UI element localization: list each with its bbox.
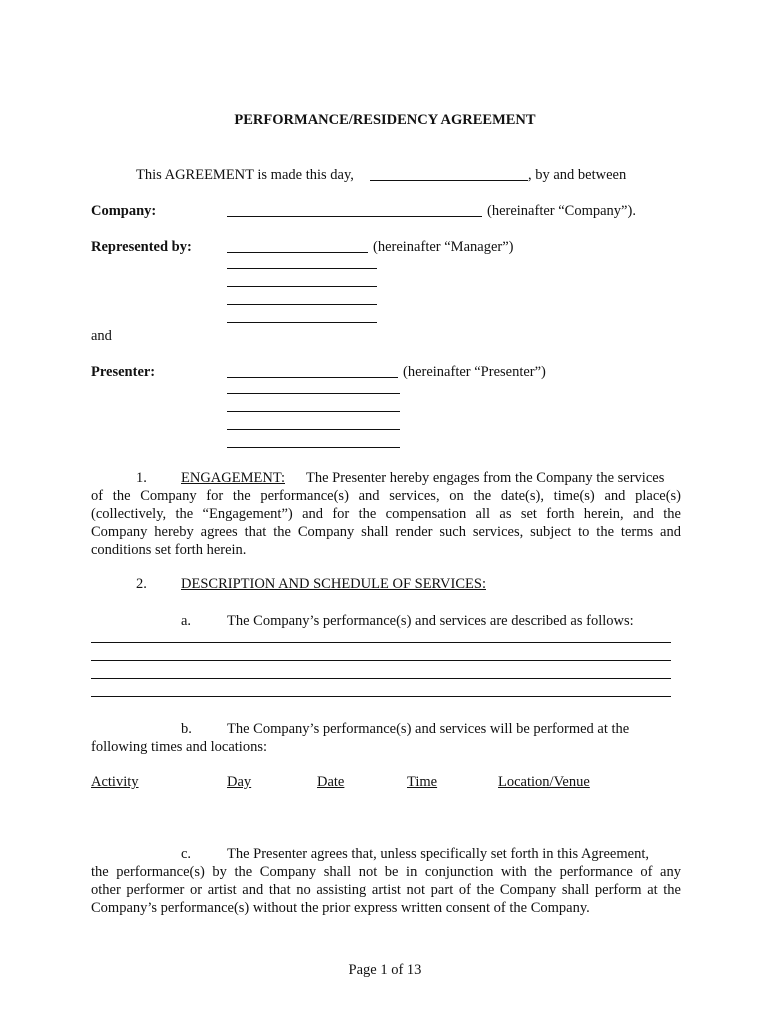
schedule-header-date: Date xyxy=(317,774,345,790)
intro-before-blank: This AGREEMENT is made this day, xyxy=(136,167,354,183)
section1-body xyxy=(91,487,681,559)
section1-line-4: Company hereby agrees that the Company shall render such services, subject to the terms and xyxy=(91,524,681,540)
schedule-header-day: Day xyxy=(227,774,252,790)
services-description-blank-1[interactable] xyxy=(91,642,671,643)
and-text: and xyxy=(91,328,112,344)
section1-line-3: (collectively, the “Engagement”) and for the compensation all as set forth herein, and the xyxy=(91,506,681,522)
section1-line-5: conditions set forth herein. xyxy=(91,542,247,558)
schedule-header-location: Location/Venue xyxy=(498,774,590,790)
section1-number: 1. xyxy=(136,470,147,486)
manager-suffix: (hereinafter “Manager”) xyxy=(373,239,514,255)
date-blank-line[interactable] xyxy=(370,180,528,181)
presenter-name-blank[interactable] xyxy=(227,377,398,378)
presenter-address-blank-4[interactable] xyxy=(227,447,400,448)
manager-address-blank-4[interactable] xyxy=(227,322,377,323)
document-title: PERFORMANCE/RESIDENCY AGREEMENT xyxy=(234,112,536,128)
page-number: Page 1 of 13 xyxy=(348,962,422,978)
section2-heading: DESCRIPTION AND SCHEDULE OF SERVICES: xyxy=(181,576,486,592)
intro-after-blank: , by and between xyxy=(528,167,627,183)
manager-address-blank-2[interactable] xyxy=(227,286,377,287)
section1-line-1: The Presenter hereby engages from the Company the services xyxy=(306,470,665,486)
represented-by-label: Represented by: xyxy=(91,239,192,255)
presenter-suffix: (hereinafter “Presenter”) xyxy=(403,364,546,380)
company-label: Company: xyxy=(91,203,157,219)
section2c-line-4: Company’s performance(s) without the prior express written consent of the Company. xyxy=(91,900,590,916)
services-description-blank-3[interactable] xyxy=(91,678,671,679)
presenter-address-blank-3[interactable] xyxy=(227,429,400,430)
intro-text xyxy=(136,166,354,184)
section2c-line-3: other performer or artist and that no assisting artist not part of the Company shall perform at the xyxy=(91,882,681,898)
section2a-letter: a. xyxy=(181,613,192,629)
services-description-blank-2[interactable] xyxy=(91,660,671,661)
company-name-blank[interactable] xyxy=(227,216,482,217)
section2b-letter: b. xyxy=(181,721,192,737)
section2c-line-2: the performance(s) by the Company shall not be in conjunction with the performance of any xyxy=(91,864,681,880)
presenter-address-blank-2[interactable] xyxy=(227,411,400,412)
section2-number: 2. xyxy=(136,576,147,592)
services-description-blank-4[interactable] xyxy=(91,696,671,697)
section2b-line-2: following times and locations: xyxy=(91,739,267,755)
section1-line-2: of the Company for the performance(s) and services, on the date(s), time(s) and place(s) xyxy=(91,488,681,504)
section2c-letter: c. xyxy=(181,846,192,862)
section2a-text: The Company’s performance(s) and services are described as follows: xyxy=(227,613,634,629)
section2c-body xyxy=(91,863,681,917)
section2c-line-1: The Presenter agrees that, unless specifically set forth in this Agreement, xyxy=(227,846,649,862)
manager-name-blank[interactable] xyxy=(227,252,368,253)
presenter-address-blank-1[interactable] xyxy=(227,393,400,394)
schedule-header-activity: Activity xyxy=(91,774,139,790)
section2b-line-1: The Company’s performance(s) and services will be performed at the xyxy=(227,721,630,737)
manager-address-blank-1[interactable] xyxy=(227,268,377,269)
presenter-label: Presenter: xyxy=(91,364,156,380)
schedule-header-time: Time xyxy=(407,774,438,790)
section1-heading: ENGAGEMENT: xyxy=(181,470,285,486)
manager-address-blank-3[interactable] xyxy=(227,304,377,305)
company-suffix: (hereinafter “Company”). xyxy=(487,203,636,219)
